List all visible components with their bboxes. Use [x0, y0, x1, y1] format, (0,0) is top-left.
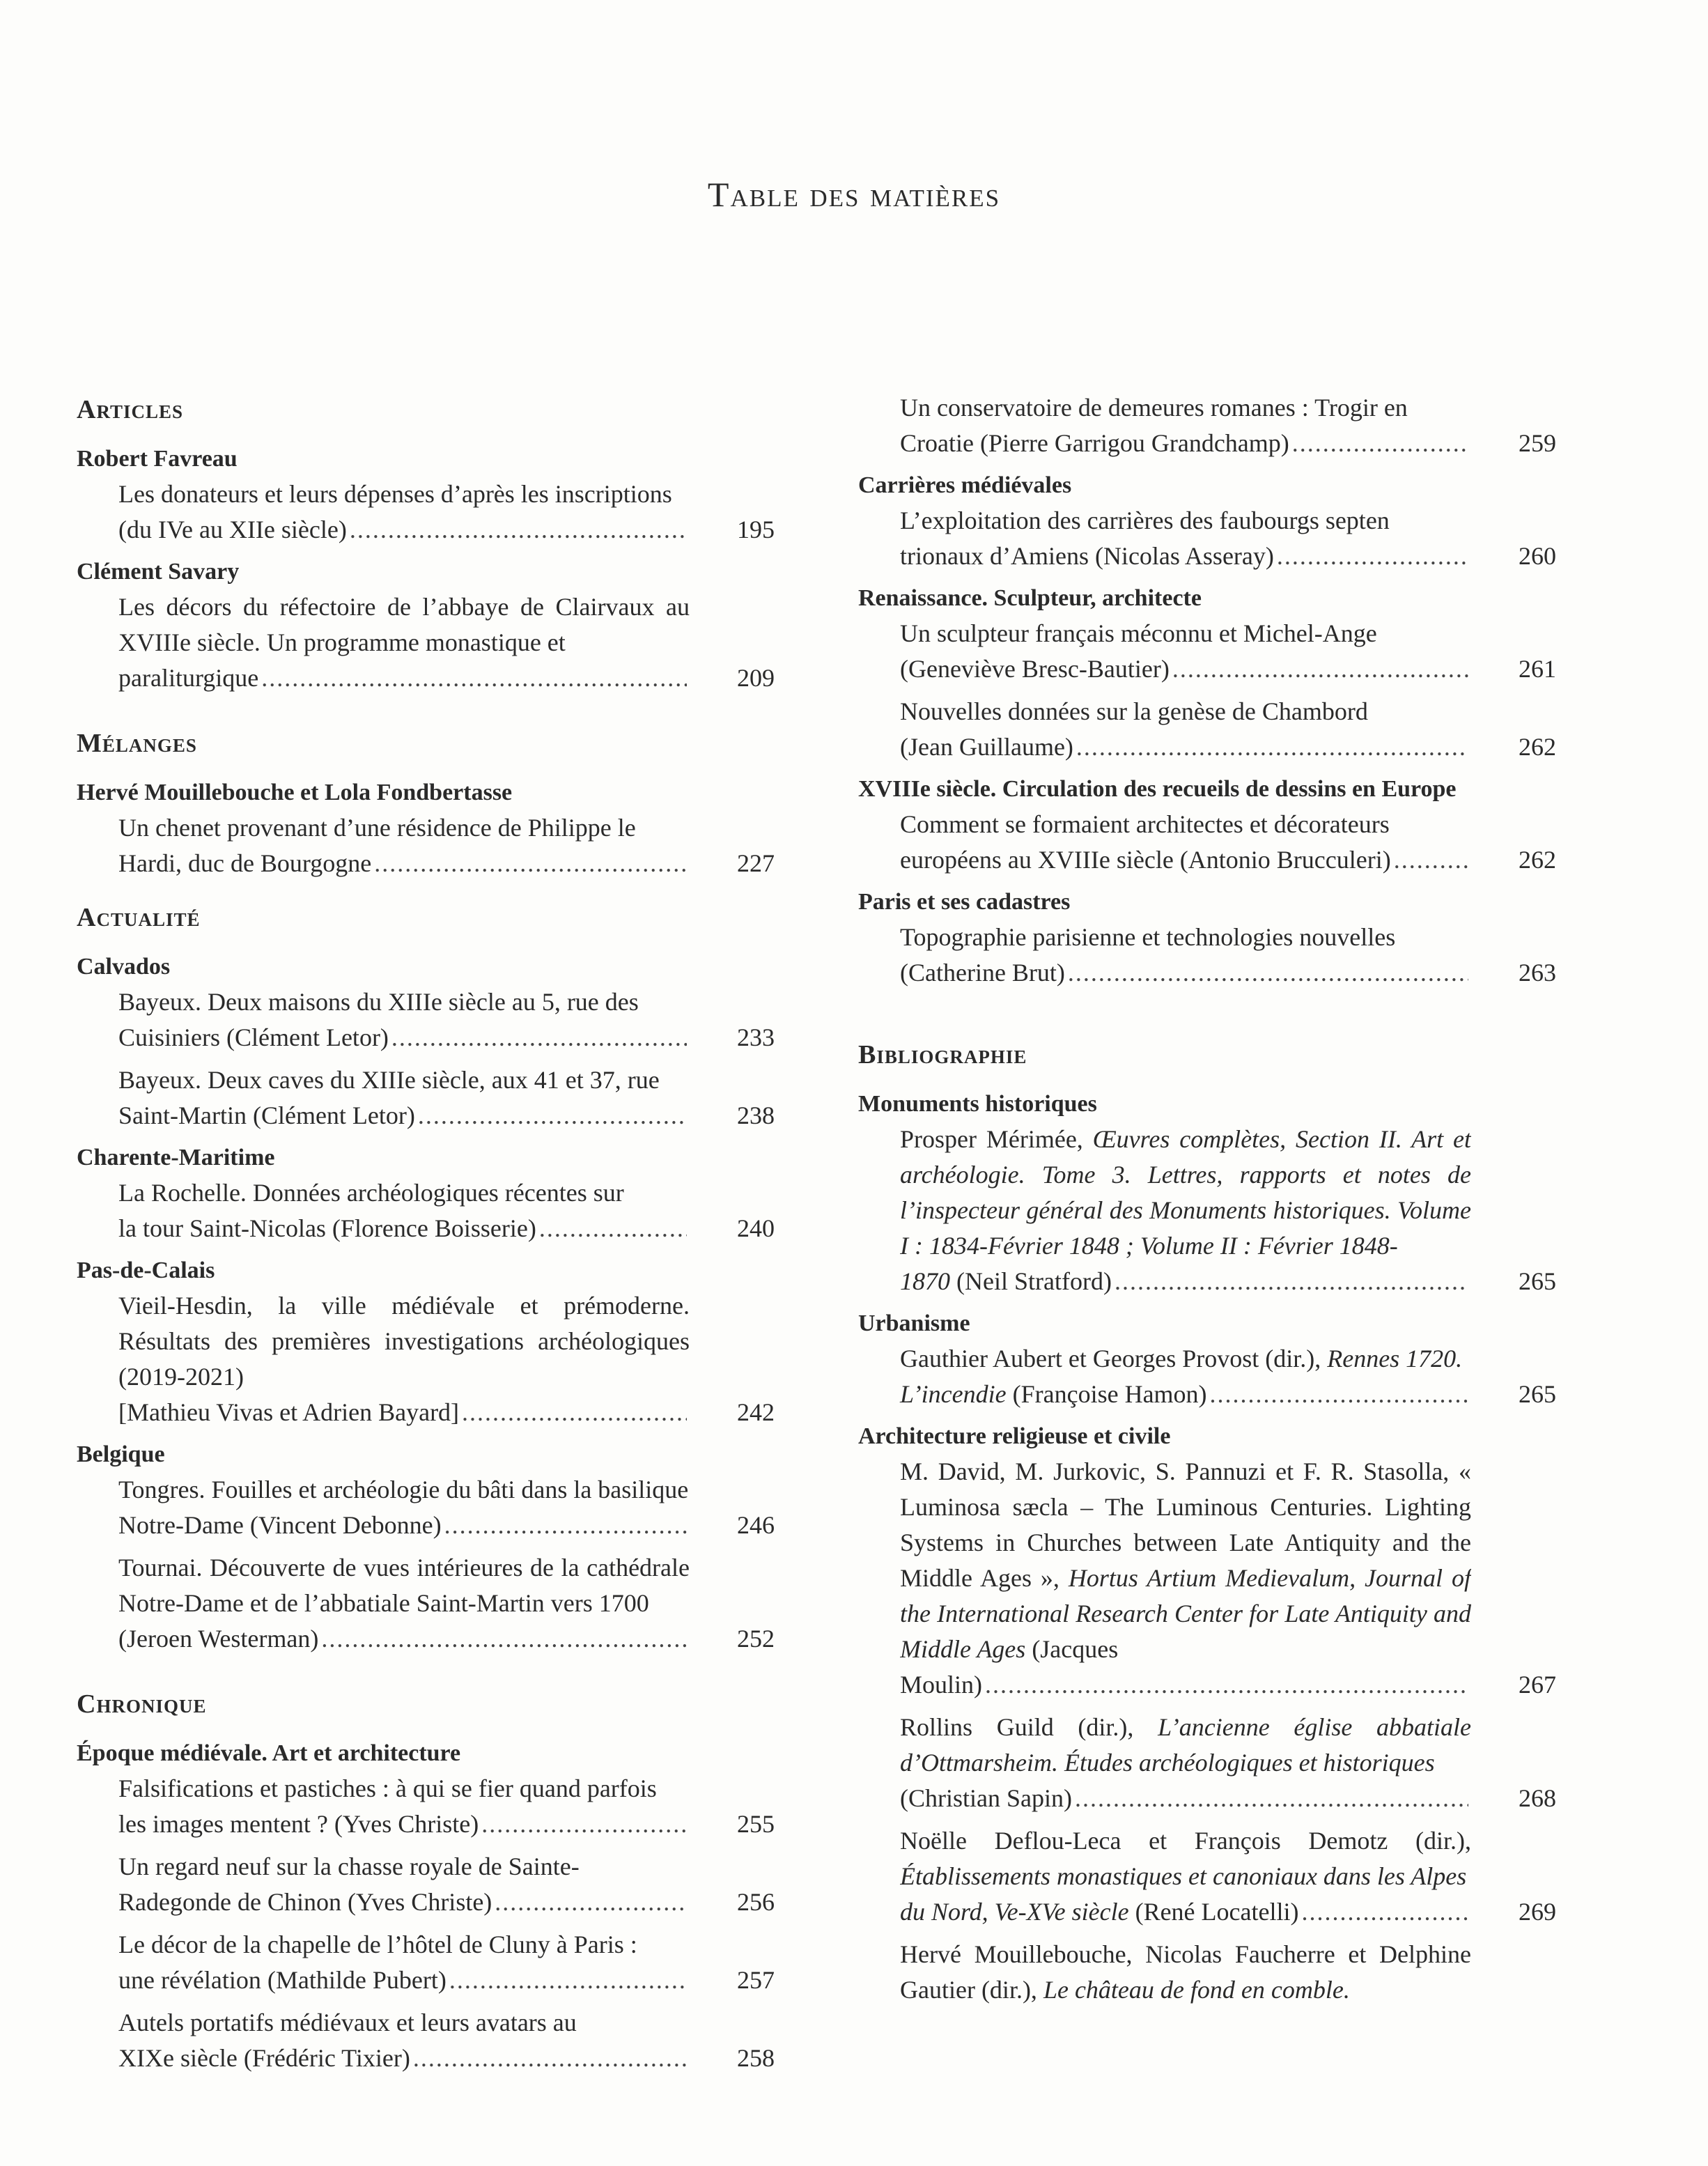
toc-entry[interactable]	[858, 1454, 1556, 1703]
entry-last-line	[118, 1098, 690, 1134]
region-heading: Calvados	[77, 954, 171, 980]
page-title: Table des matières	[707, 175, 1001, 214]
entry-text: Bayeux. Deux caves du XIIIe siècle, aux 41 et 37, rue	[118, 1066, 660, 1094]
entry-last-text: une révélation (Mathilde Pubert)	[118, 1966, 447, 1994]
entry-last-line	[118, 1020, 690, 1055]
page-number: 209	[737, 664, 775, 692]
group-heading: Paris et ses cadastres	[858, 889, 1071, 915]
page-number: 227	[737, 849, 775, 877]
region-heading: Charente-Maritime	[77, 1145, 275, 1170]
toc-entry[interactable]	[858, 390, 1556, 461]
page-number: 268	[1519, 1784, 1556, 1812]
section-title-melanges: Mélanges	[77, 729, 197, 758]
dot-leader	[418, 1098, 687, 1134]
dot-leader	[1172, 651, 1468, 687]
entry-text: Hervé Mouillebouche, Nicolas Faucherre et Delphine Gautier (dir.), Le château de fond en comble.	[900, 1940, 1471, 2004]
entry-title-italic: Le château de fond en comble.	[1043, 1976, 1350, 2004]
entry-last-text: (Jean Guillaume)	[900, 733, 1073, 761]
entry-text: Comment se formaient architectes et décorateurs	[900, 810, 1390, 838]
entry-last-text: (Geneviève Bresc-Bautier)	[900, 655, 1170, 683]
dot-leader	[1394, 842, 1468, 878]
toc-entry[interactable]	[858, 503, 1556, 574]
entry-last-line	[118, 1807, 690, 1842]
dot-leader	[1068, 955, 1468, 991]
entry-last-line	[118, 2041, 690, 2076]
entry-last-line	[900, 1781, 1471, 1816]
entry-last-line	[900, 651, 1471, 687]
dot-leader	[413, 2041, 687, 2076]
entry-text: Tournai. Découverte de vues intérieures de la cathédrale Notre-Dame et de l’abbatiale Saint-Martin vers 1700	[118, 1554, 690, 1617]
entry-title-italic: Établissements monastiques et canoniaux dans les Alpes	[900, 1862, 1467, 1890]
page-number: 261	[1519, 655, 1556, 683]
dot-leader	[391, 1020, 687, 1055]
page-number: 263	[1519, 959, 1556, 987]
toc-entry[interactable]	[77, 1472, 775, 1543]
dot-leader	[444, 1508, 687, 1543]
group-heading: Architecture religieuse et civile	[858, 1423, 1171, 1449]
entry-last-text: (Jeroen Westerman)	[118, 1625, 319, 1653]
page-number: 262	[1519, 846, 1556, 874]
entry-last-line	[118, 1211, 690, 1246]
entry-last-text: Notre-Dame (Vincent Debonne)	[118, 1511, 442, 1539]
toc-entry[interactable]	[77, 1550, 775, 1657]
page-number: 238	[737, 1101, 775, 1129]
toc-entry[interactable]	[77, 1771, 775, 1842]
entry-last-text: du Nord, Ve-XVe siècle (René Locatelli)	[900, 1898, 1299, 1926]
entry-last-line	[900, 842, 1471, 878]
toc-entry[interactable]	[77, 1927, 775, 1998]
group-heading: Carrières médiévales	[858, 472, 1072, 498]
entry-text: Bayeux. Deux maisons du XIIIe siècle au 5, rue des	[118, 988, 639, 1016]
entry-text: Un chenet provenant d’une résidence de Philippe le	[118, 814, 636, 842]
entry-text: L’exploitation des carrières des faubourgs septen	[900, 506, 1390, 534]
entry-last-line	[118, 1963, 690, 1998]
page-number: 233	[737, 1023, 775, 1051]
entry-last-line	[118, 1395, 690, 1430]
entry-text	[900, 1341, 1471, 1377]
page-number: 252	[737, 1625, 775, 1653]
author-heading: Hervé Mouillebouche et Lola Fondbertasse	[77, 780, 513, 805]
page-number: 242	[737, 1398, 775, 1426]
entry-last-text: les images mentent ? (Yves Christe)	[118, 1810, 479, 1838]
entry-last-text: Croatie (Pierre Garrigou Grandchamp)	[900, 429, 1289, 457]
dot-leader	[1301, 1894, 1468, 1930]
entry-text: Un conservatoire de demeures romanes : Trogir en	[900, 394, 1408, 421]
dot-leader	[1075, 1781, 1468, 1816]
entry-last-line	[900, 729, 1471, 765]
entry-last-text: L’incendie (Françoise Hamon)	[900, 1380, 1207, 1408]
entry-text: La Rochelle. Données archéologiques récentes sur	[118, 1179, 624, 1207]
toc-entry[interactable]	[858, 1823, 1556, 1930]
toc-right-column	[858, 390, 1556, 2015]
entry-text: Falsifications et pastiches : à qui se fier quand parfois	[118, 1774, 657, 1802]
toc-entry[interactable]	[858, 1122, 1556, 1299]
entry-text: Topographie parisienne et technologies nouvelles	[900, 923, 1396, 951]
toc-entry[interactable]	[858, 1341, 1556, 1412]
entry-text: Un sculpteur français méconnu et Michel-Ange	[900, 619, 1377, 647]
entry-last-line	[118, 1621, 690, 1657]
entry-text: Les décors du réfectoire de l’abbaye de Clairvaux au XVIIIe siècle. Un programme monastique et	[118, 593, 690, 656]
toc-entry[interactable]	[77, 810, 775, 881]
entry-last-text: européens au XVIIIe siècle (Antonio Brucculeri)	[900, 846, 1391, 874]
entry-last-text: Radegonde de Chinon (Yves Christe)	[118, 1888, 492, 1916]
entry-last-line	[900, 1264, 1471, 1299]
author-heading: Robert Favreau	[77, 446, 238, 472]
toc-entry[interactable]	[858, 1710, 1556, 1816]
toc-entry[interactable]	[77, 984, 775, 1055]
author-heading: Clément Savary	[77, 559, 240, 585]
toc-entry[interactable]	[77, 1849, 775, 1920]
entry-last-text: 1870 (Neil Stratford)	[900, 1267, 1112, 1295]
section-title-actualite: Actualité	[77, 903, 201, 932]
dot-leader	[1210, 1377, 1468, 1412]
group-heading: Renaissance. Sculpteur, architecte	[858, 585, 1202, 611]
section-title-bibliographie: Bibliographie	[858, 1040, 1027, 1069]
dot-leader	[261, 660, 687, 696]
entry-text: Le décor de la chapelle de l’hôtel de Cluny à Paris :	[118, 1931, 637, 1958]
entry-last-text: (Catherine Brut)	[900, 959, 1065, 987]
dot-leader	[350, 512, 687, 548]
entry-title-italic: Hortus Artium Medievalum, Journal of the International Research Center for Late Antiquity and Middle Ages	[900, 1564, 1471, 1663]
entry-last-text: Cuisiniers (Clément Letor)	[118, 1023, 389, 1051]
toc-entry[interactable]	[77, 1175, 775, 1246]
page-number: 269	[1519, 1898, 1556, 1926]
entry-text: M. David, M. Jurkovic, S. Pannuzi et F. R. Stasolla, « Luminosa sæcla – The Luminous Centuries. Lighting Systems in Churches between Late Antiquity and the Middle Ages », Hortus Artium Medievalum, Journal of the International Research Center for Late Antiquity and Middle Ages (Jacques	[900, 1457, 1471, 1663]
entry-text: Un regard neuf sur la chasse royale de Sainte-	[118, 1852, 580, 1880]
entry-title-italic: Œuvres complètes, Section II. Art et archéologie. Tome 3. Lettres, rapports et notes de l’inspecteur général des Monuments historiques. Volume I : 1834-Février 1848 ; Volume II : Février 1848-	[900, 1125, 1471, 1260]
page-number: 256	[737, 1888, 775, 1916]
toc-left-column	[77, 390, 775, 2083]
entry-last-line	[900, 955, 1471, 991]
entry-last-line	[900, 539, 1471, 574]
entry-last-text: Moulin)	[900, 1671, 983, 1699]
toc-entry[interactable]	[858, 616, 1556, 687]
entry-last-line	[900, 1377, 1471, 1412]
entry-text: Tongres. Fouilles et archéologie du bâti dans la basilique	[118, 1476, 689, 1503]
group-heading: XVIIIe siècle. Circulation des recueils de dessins en Europe	[858, 776, 1457, 802]
page-number: 255	[737, 1810, 775, 1838]
entry-last-line	[900, 1894, 1471, 1930]
entry-last-line	[118, 846, 690, 881]
page-number: 267	[1519, 1671, 1556, 1699]
entry-text	[900, 1122, 1471, 1264]
page-number: 265	[1519, 1267, 1556, 1295]
group-heading: Époque médiévale. Art et architecture	[77, 1740, 461, 1766]
entry-author: Prosper Mérimée,	[900, 1125, 1083, 1153]
entry-last-text: [Mathieu Vivas et Adrien Bayard]	[118, 1398, 460, 1426]
entry-last-text: Saint-Martin (Clément Letor)	[118, 1101, 415, 1129]
page-number: 262	[1519, 733, 1556, 761]
page-number: 260	[1519, 542, 1556, 570]
page-number: 240	[737, 1214, 775, 1242]
entry-last-line	[900, 1667, 1471, 1703]
toc-entry[interactable]	[858, 1937, 1556, 2008]
toc-entry[interactable]	[858, 807, 1556, 878]
page-number: 246	[737, 1511, 775, 1539]
entry-last-text: paraliturgique	[118, 664, 259, 692]
entry-text: Vieil-Hesdin, la ville médiévale et prémoderne. Résultats des premières investigations archéologiques (2019-2021)	[118, 1292, 690, 1391]
dot-leader	[462, 1395, 687, 1430]
page-number: 195	[737, 516, 775, 543]
entry-last-line	[118, 512, 690, 548]
toc-entry[interactable]	[77, 2005, 775, 2076]
toc-entry[interactable]	[858, 694, 1556, 765]
entry-last-line	[900, 426, 1471, 461]
entry-last-line	[118, 660, 690, 696]
section-title-articles: Articles	[77, 395, 184, 424]
dot-leader	[1277, 539, 1468, 574]
dot-leader	[985, 1667, 1468, 1703]
dot-leader	[481, 1807, 687, 1842]
page-number: 259	[1519, 429, 1556, 457]
entry-last-line	[118, 1508, 690, 1543]
dot-leader	[374, 846, 687, 881]
dot-leader	[539, 1211, 687, 1246]
page-number: 265	[1519, 1380, 1556, 1408]
entry-title-italic: L’ancienne église abbatiale d’Ottmarsheim. Études archéologiques et historiques	[900, 1713, 1471, 1777]
toc-entry[interactable]	[77, 1062, 775, 1134]
entry-last-text: la tour Saint-Nicolas (Florence Boisserie)	[118, 1214, 536, 1242]
entry-text: Autels portatifs médiévaux et leurs avatars au	[118, 2009, 577, 2036]
entry-last-text: (Christian Sapin)	[900, 1784, 1072, 1812]
dot-leader	[495, 1885, 687, 1920]
entry-text: Les donateurs et leurs dépenses d’après les inscriptions	[118, 480, 672, 508]
group-heading: Monuments historiques	[858, 1091, 1097, 1117]
dot-leader	[1076, 729, 1468, 765]
toc-entry[interactable]	[77, 477, 775, 548]
dot-leader	[1292, 426, 1468, 461]
entry-last-text: trionaux d’Amiens (Nicolas Asseray)	[900, 542, 1274, 570]
group-heading: Urbanisme	[858, 1310, 970, 1336]
entry-text: Nouvelles données sur la genèse de Chambord	[900, 697, 1368, 725]
section-title-chronique: Chronique	[77, 1689, 207, 1719]
entry-last-text: XIXe siècle (Frédéric Tixier)	[118, 2044, 410, 2072]
region-heading: Pas-de-Calais	[77, 1258, 215, 1283]
entry-text: Rollins Guild (dir.), L’ancienne église abbatiale d’Ottmarsheim. Études archéologiques et historiques	[900, 1713, 1471, 1777]
entry-author: Gauthier Aubert et Georges Provost (dir.),	[900, 1345, 1321, 1372]
dot-leader	[449, 1963, 687, 1998]
entry-last-line	[118, 1885, 690, 1920]
region-heading: Belgique	[77, 1441, 165, 1467]
entry-last-text: (du IVe au XIIe siècle)	[118, 516, 347, 543]
toc-entry[interactable]	[77, 1288, 775, 1430]
entry-title-italic: Rennes 1720.	[1327, 1345, 1463, 1372]
dot-leader	[321, 1621, 687, 1657]
page-number: 257	[737, 1966, 775, 1994]
toc-entry[interactable]	[858, 920, 1556, 991]
toc-entry[interactable]	[77, 589, 775, 696]
entry-last-text: Hardi, duc de Bourgogne	[118, 849, 372, 877]
dot-leader	[1115, 1264, 1468, 1299]
page-number: 258	[737, 2044, 775, 2072]
entry-text: Noëlle Deflou-Leca et François Demotz (dir.), Établissements monastiques et canoniaux dans les Alpes	[900, 1827, 1471, 1890]
